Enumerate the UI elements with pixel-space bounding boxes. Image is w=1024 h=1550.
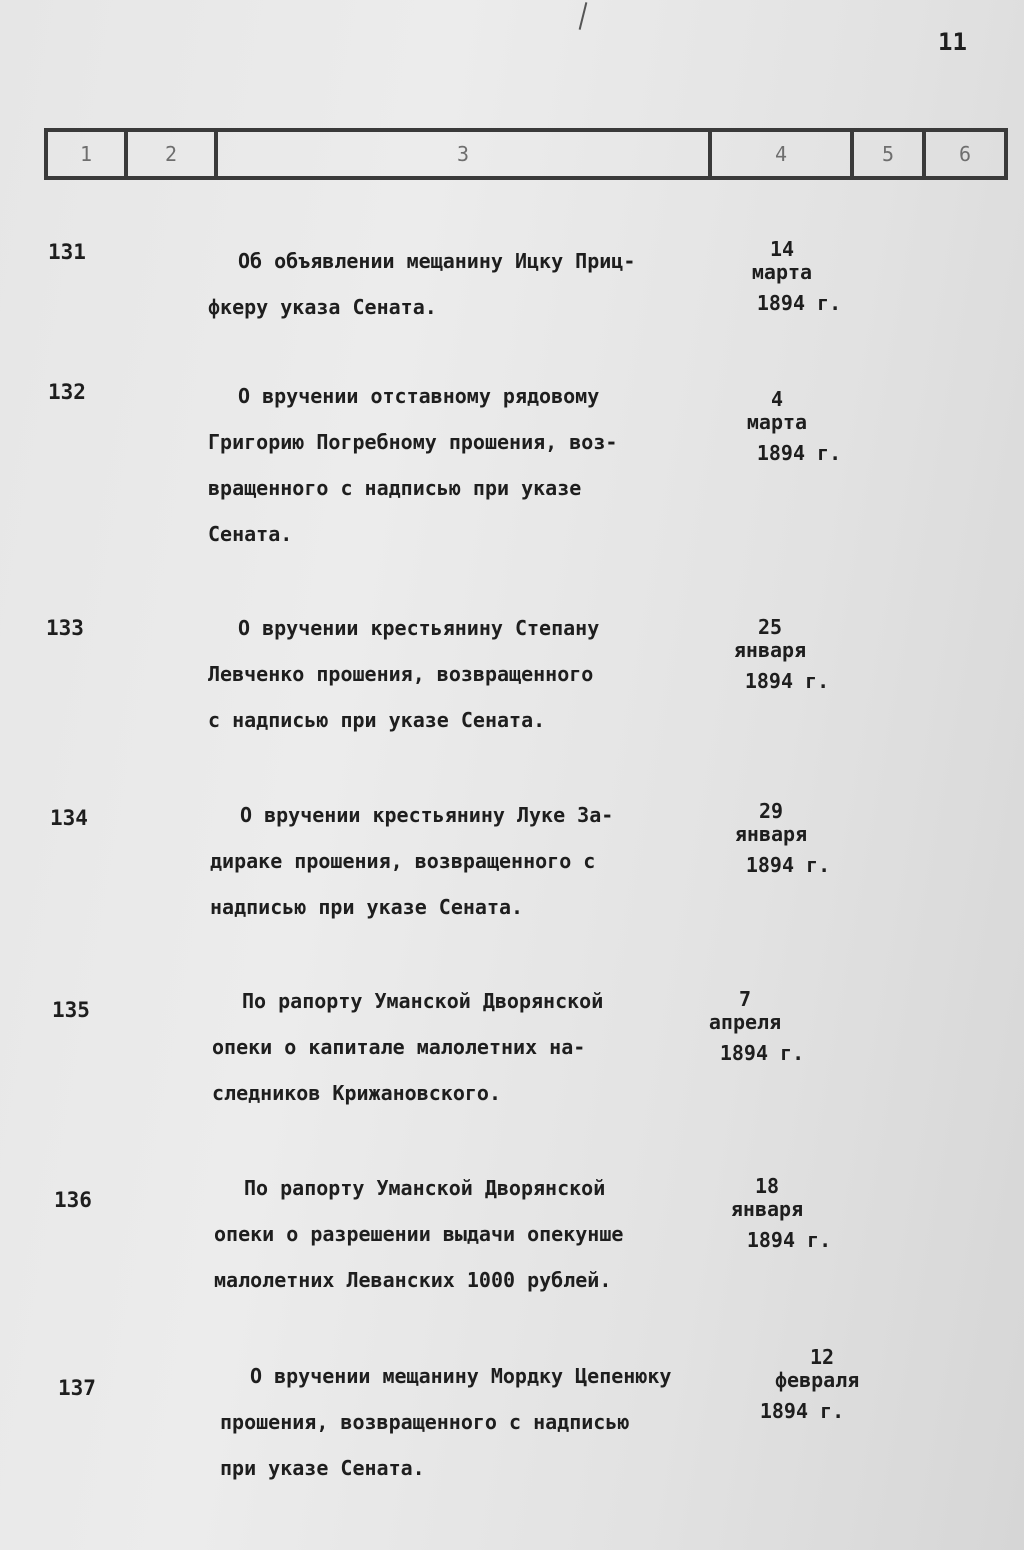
date-year: 1894 г. bbox=[719, 1041, 805, 1065]
date-day: 12 bbox=[809, 1345, 835, 1369]
description-line: Григорию Погребному прошения, воз- bbox=[208, 430, 618, 454]
description-line: фкеру указа Сената. bbox=[208, 295, 437, 319]
entry-date bbox=[717, 238, 847, 315]
entry-number: 134 bbox=[50, 806, 88, 830]
entry-description bbox=[212, 978, 712, 1116]
entry-number: 131 bbox=[48, 240, 86, 264]
description-line: опеки о разрешении выдачи опекунше bbox=[214, 1222, 624, 1246]
date-day: 4 bbox=[770, 387, 784, 411]
column-header-1: 1 bbox=[48, 132, 128, 176]
entry-description bbox=[210, 792, 710, 930]
date-year: 1894 г. bbox=[759, 1399, 845, 1423]
description-line: О вручении крестьянину Степану bbox=[238, 616, 600, 640]
entry-number: 132 bbox=[48, 380, 86, 404]
pen-mark bbox=[579, 2, 588, 30]
description-line: дираке прошения, возвращенного с bbox=[210, 849, 596, 873]
date-day: 7 bbox=[738, 987, 752, 1011]
date-year: 1894 г. bbox=[746, 1228, 832, 1252]
date-month: января bbox=[730, 1197, 804, 1221]
page-number: 11 bbox=[938, 28, 967, 56]
column-header-5: 5 bbox=[854, 132, 926, 176]
description-line: вращенного с надписью при указе bbox=[208, 476, 582, 500]
description-line: О вручении крестьянину Луке За- bbox=[240, 803, 614, 827]
date-month: января bbox=[733, 638, 807, 662]
description-line: прошения, возвращенного с надписью bbox=[220, 1410, 630, 1434]
date-month: февраля bbox=[775, 1368, 860, 1392]
column-header-2: 2 bbox=[128, 132, 218, 176]
column-header-4: 4 bbox=[712, 132, 854, 176]
date-month: марта bbox=[751, 260, 813, 284]
entry-date bbox=[680, 988, 810, 1065]
column-header-6: 6 bbox=[958, 142, 972, 166]
date-month: марта bbox=[746, 410, 808, 434]
date-year: 1894 г. bbox=[745, 853, 831, 877]
entry-description bbox=[220, 1353, 720, 1491]
entry-date bbox=[706, 800, 836, 877]
entry-number: 133 bbox=[46, 616, 84, 640]
description-line: Сената. bbox=[208, 522, 293, 546]
entry-number: 136 bbox=[54, 1188, 92, 1212]
description-line: опеки о капитале малолетних на- bbox=[212, 1035, 586, 1059]
entry-date bbox=[712, 388, 842, 465]
date-year: 1894 г. bbox=[756, 441, 842, 465]
description-line: О вручении мещанину Мордку Цепенюку bbox=[250, 1364, 672, 1388]
entry-date bbox=[715, 1345, 860, 1423]
entry-number: 135 bbox=[52, 998, 90, 1022]
date-month: января bbox=[734, 822, 808, 846]
description-line: Левченко прошения, возвращенного bbox=[208, 662, 594, 686]
date-month: апреля bbox=[708, 1010, 782, 1034]
date-day: 29 bbox=[758, 799, 784, 823]
entry-date bbox=[702, 1175, 832, 1252]
entry-description bbox=[214, 1165, 714, 1303]
date-day: 25 bbox=[757, 615, 783, 639]
date-day: 18 bbox=[754, 1174, 780, 1198]
description-line: при указе Сената. bbox=[220, 1456, 425, 1480]
entry-date bbox=[705, 616, 835, 693]
description-line: следников Крижановского. bbox=[212, 1081, 501, 1105]
entry-description bbox=[208, 238, 708, 330]
description-line: с надписью при указе Сената. bbox=[208, 708, 546, 732]
description-line: По рапорту Уманской Дворянской bbox=[244, 1176, 606, 1200]
date-year: 1894 г. bbox=[744, 669, 830, 693]
description-line: По рапорту Уманской Дворянской bbox=[242, 989, 604, 1013]
date-day: 14 bbox=[769, 237, 795, 261]
column-header-row bbox=[44, 128, 1008, 180]
description-line: надписью при указе Сената. bbox=[210, 895, 524, 919]
description-line: малолетних Леванских 1000 рублей. bbox=[214, 1268, 612, 1292]
entry-description bbox=[208, 605, 708, 743]
column-header-3: 3 bbox=[218, 132, 712, 176]
date-year: 1894 г. bbox=[756, 291, 842, 315]
entry-description bbox=[208, 373, 708, 557]
entry-number: 137 bbox=[58, 1376, 96, 1400]
description-line: Об объявлении мещанину Ицку Приц- bbox=[238, 249, 636, 273]
description-line: О вручении отставному рядовому bbox=[238, 384, 600, 408]
